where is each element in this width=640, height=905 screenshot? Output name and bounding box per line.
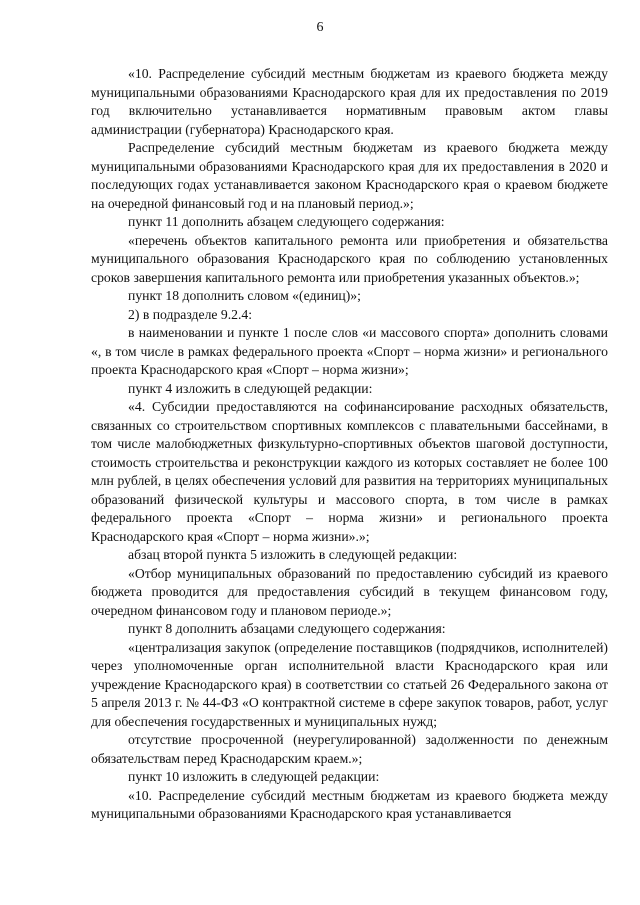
paragraph: пункт 10 изложить в следующей редакции: [128, 769, 380, 784]
paragraph: пункт 4 изложить в следующей редакции: [128, 380, 373, 396]
paragraph: «Отбор муниципальных образований по предоставлению субсидий из краевого бюджета проводится для предоставления субсидий в текущем финансовом году, очередном финансовом году и плановом периоде.»; [91, 565, 608, 618]
paragraph: «10. Распределение субсидий местным бюджетам из краевого бюджета между муниципальными образованиями Краснодарского края устанавливается [91, 787, 608, 821]
paragraph: пункт 8 дополнить абзацами следующего содержания: [128, 621, 446, 636]
paragraph: 2) в подразделе 9.2.4: [128, 306, 253, 322]
page-number: 6 [316, 20, 324, 35]
paragraph: абзац второй пункта 5 изложить в следующей редакции: [128, 547, 458, 562]
paragraph: «10. Распределение субсидий местным бюджетам из краевого бюджета между муниципальными образованиями Краснодарского края для их предоставления по 2019 год включительно устанавливается нормативным правовым актом главы администрации (губернатора) Краснодарского края. [91, 66, 608, 137]
paragraph: «централизация закупок (определение поставщиков (подрядчиков, исполнителей) через уполномоченные орган исполнительной власти Краснодарского края или учреждение Краснодарского края) в соответствии со статьей 26 Федерального закона от 5 апреля 2013 г. № 44-ФЗ «О контрактной системе в сфере закупок товаров, работ, услуг для обеспечения государственных и муниципальных нужд; [91, 639, 608, 729]
paragraph: в наименовании и пункте 1 после слов «и массового спорта» дополнить словами «, в том числе в рамках федерального проекта «Спорт – норма жизни» и регионального проекта Краснодарского края «Спорт – норма жизни»; [91, 325, 608, 377]
paragraph: «4. Субсидии предоставляются на софинансирование расходных обязательств, связанных со строительством спортивных комплексов с плавательными бассейнами, в том числе малобюджетных физкультурно-спортивных объектов шаговой доступности, стоимость строительства и реконструкции каждого из которых составляет не более 100 млн рублей, в целях обеспечения условий для развития на территориях муниципальных образований физической культуры и массового спорта, в том числе в рамках федерального проекта «Спорт – норма жизни» и регионального проекта Краснодарского края «Спорт – норма жизни».»; [91, 399, 608, 544]
paragraph: «перечень объектов капитального ремонта или приобретения и обязательства муниципального образования Краснодарского края по соблюдению установленных сроков завершения капитального ремонта или приобретения указанных объектов.»; [91, 232, 608, 285]
document-body [91, 65, 608, 824]
paragraph: Распределение субсидий местным бюджетам из краевого бюджета между муниципальными образованиями Краснодарского края для их предоставления в 2020 и последующих годах устанавливается законом Краснодарского края о краевом бюджете на очередной финансовый год и на плановый период.»; [91, 140, 608, 211]
paragraph: пункт 18 дополнить словом «(единиц)»; [128, 288, 361, 303]
paragraph: пункт 11 дополнить абзацем следующего содержания: [128, 214, 445, 229]
paragraph: отсутствие просроченной (неурегулированной) задолженности по денежным обязательствам перед Краснодарским краем.»; [91, 732, 608, 766]
